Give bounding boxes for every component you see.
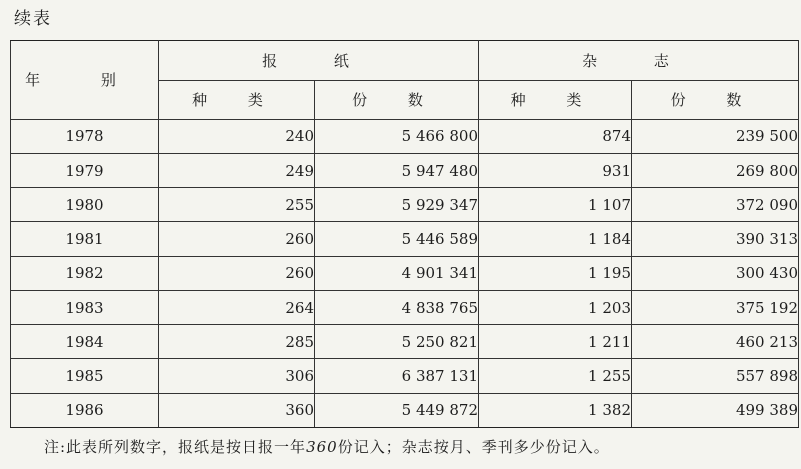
newspaper-copies-cell: 5 250 821	[315, 325, 479, 359]
year-cell: 1981	[11, 222, 159, 256]
magazine-copies-cell: 372 090	[632, 188, 799, 222]
table-body	[11, 119, 799, 427]
newspaper-kinds-cell: 264	[159, 290, 315, 324]
newspaper-kinds-cell: 285	[159, 325, 315, 359]
year-cell: 1984	[11, 325, 159, 359]
magazine-group-header: 杂 志	[479, 41, 799, 81]
newspaper-copies-cell: 5 449 872	[315, 393, 479, 427]
newspaper-copies-header: 份 数	[315, 81, 479, 119]
newspaper-copies-cell: 5 947 480	[315, 153, 479, 187]
year-cell: 1983	[11, 290, 159, 324]
newspaper-kinds-cell: 249	[159, 153, 315, 187]
table-caption: 续表	[14, 9, 52, 29]
magazine-kinds-cell: 931	[479, 153, 632, 187]
magazine-copies-cell: 269 800	[632, 153, 799, 187]
magazine-copies-cell: 460 213	[632, 325, 799, 359]
magazine-kinds-cell: 1 184	[479, 222, 632, 256]
year-cell: 1980	[11, 188, 159, 222]
magazine-copies-cell: 557 898	[632, 359, 799, 393]
newspaper-copies-cell: 5 446 589	[315, 222, 479, 256]
table-row	[11, 290, 799, 324]
year-cell: 1986	[11, 393, 159, 427]
newspaper-copies-cell: 6 387 131	[315, 359, 479, 393]
newspaper-kinds-cell: 255	[159, 188, 315, 222]
year-cell: 1982	[11, 256, 159, 290]
newspaper-copies-cell: 5 929 347	[315, 188, 479, 222]
year-cell: 1978	[11, 119, 159, 153]
footnote-number: 360	[306, 438, 338, 456]
table-row	[11, 188, 799, 222]
magazine-kinds-header: 种 类	[479, 81, 632, 119]
magazine-copies-cell: 300 430	[632, 256, 799, 290]
magazine-kinds-cell: 1 382	[479, 393, 632, 427]
year-cell: 1985	[11, 359, 159, 393]
year-cell: 1979	[11, 153, 159, 187]
magazine-kinds-cell: 1 107	[479, 188, 632, 222]
table-row	[11, 393, 799, 427]
table-row	[11, 325, 799, 359]
table-row	[11, 222, 799, 256]
newspaper-copies-cell: 4 901 341	[315, 256, 479, 290]
newspaper-kinds-header: 种 类	[159, 81, 315, 119]
newspaper-copies-cell: 5 466 800	[315, 119, 479, 153]
newspaper-group-header: 报 纸	[159, 41, 479, 81]
newspaper-kinds-cell: 260	[159, 256, 315, 290]
table-row	[11, 119, 799, 153]
statistics-table	[10, 40, 799, 428]
magazine-copies-cell: 375 192	[632, 290, 799, 324]
magazine-kinds-cell: 1 255	[479, 359, 632, 393]
table-row	[11, 153, 799, 187]
magazine-copies-header: 份 数	[632, 81, 799, 119]
footnote-prefix: 注:此表所列数字，报纸是按日报一年	[44, 438, 307, 456]
year-column-header: 年 别	[11, 41, 159, 120]
magazine-kinds-cell: 1 195	[479, 256, 632, 290]
footnote-suffix: 份记入；杂志按月、季刊多少份记入。	[337, 438, 610, 456]
magazine-copies-cell: 390 313	[632, 222, 799, 256]
magazine-kinds-cell: 1 211	[479, 325, 632, 359]
magazine-copies-cell: 239 500	[632, 119, 799, 153]
magazine-kinds-cell: 1 203	[479, 290, 632, 324]
footnote	[44, 436, 610, 457]
newspaper-kinds-cell: 240	[159, 119, 315, 153]
newspaper-kinds-cell: 260	[159, 222, 315, 256]
magazine-kinds-cell: 874	[479, 119, 632, 153]
magazine-copies-cell: 499 389	[632, 393, 799, 427]
newspaper-kinds-cell: 306	[159, 359, 315, 393]
newspaper-copies-cell: 4 838 765	[315, 290, 479, 324]
table-row	[11, 256, 799, 290]
newspaper-kinds-cell: 360	[159, 393, 315, 427]
table-row	[11, 359, 799, 393]
